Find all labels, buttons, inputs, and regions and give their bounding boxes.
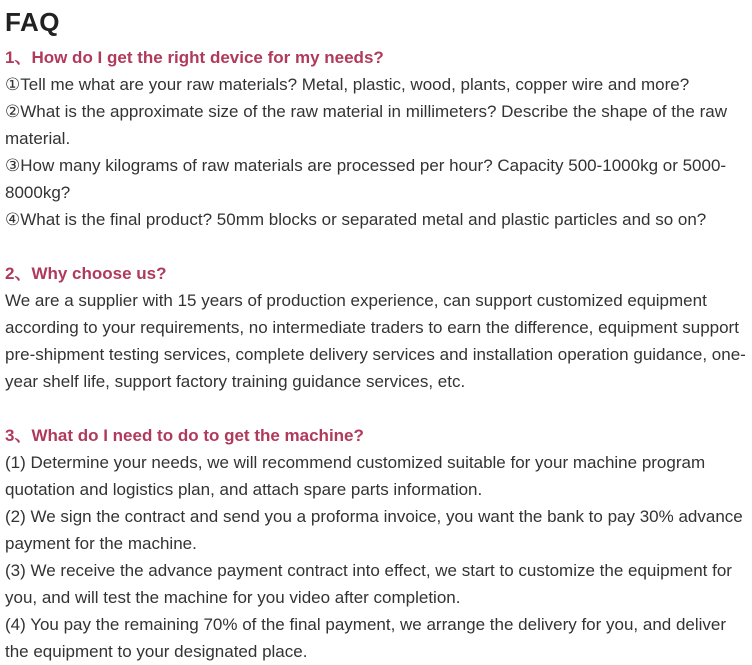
section-2-heading: 2、Why choose us?: [5, 264, 167, 283]
section-spacer: [5, 395, 747, 422]
section-1-line-3: ③How many kilograms of raw materials are processed per hour? Capacity 500-1000kg or 5000-8000kg?: [5, 156, 727, 202]
faq-section-1: [5, 44, 747, 233]
faq-section-3: [5, 422, 747, 665]
section-2-paragraph: We are a supplier with 15 years of production experience, can support customized equipment according to your requirements, no intermediate traders to earn the difference, equipment support pre-shipment testing services, complete delivery services and installation operation guidance, one-year shelf life, support factory training guidance services, etc.: [5, 291, 746, 391]
faq-section-2: [5, 260, 747, 395]
section-spacer: [5, 233, 747, 260]
section-3-step-2: (2) We sign the contract and send you a proforma invoice, you want the bank to pay 30% advance payment for the machine.: [5, 507, 743, 553]
faq-document: [5, 0, 747, 665]
section-1-line-2: ②What is the approximate size of the raw material in millimeters? Describe the shape of the raw material.: [5, 102, 727, 148]
section-1-line-4: ④What is the final product? 50mm blocks or separated metal and plastic particles and so on?: [5, 210, 707, 229]
section-3-step-3: (3) We receive the advance payment contract into effect, we start to customize the equipment for you, and will test the machine for you video after completion.: [5, 561, 732, 607]
section-3-step-4: (4) You pay the remaining 70% of the final payment, we arrange the delivery for you, and deliver the equipment to your designated place.: [5, 615, 727, 661]
section-1-line-1: ①Tell me what are your raw materials? Metal, plastic, wood, plants, copper wire and more?: [5, 75, 690, 94]
section-1-heading: 1、How do I get the right device for my needs?: [5, 48, 384, 67]
page-title: FAQ: [5, 7, 60, 37]
section-3-step-1: (1) Determine your needs, we will recommend customized suitable for your machine program quotation and logistics plan, and attach spare parts information.: [5, 453, 706, 499]
section-3-heading: 3、What do I need to do to get the machine?: [5, 426, 364, 445]
